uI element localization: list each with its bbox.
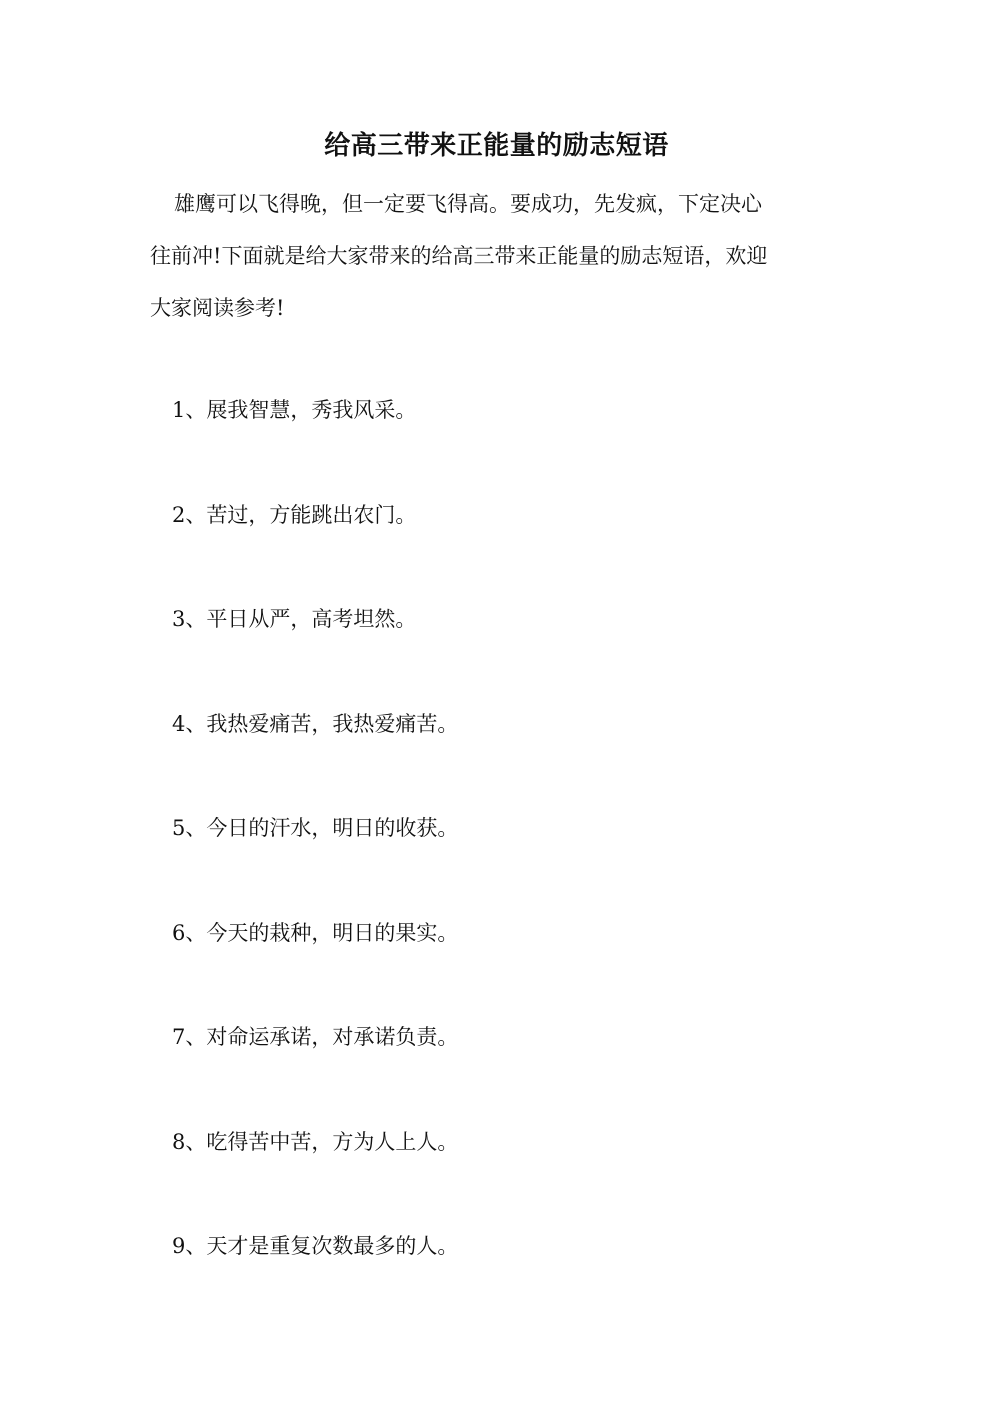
intro-line: 雄鹰可以飞得晚，但一定要飞得高。要成功，先发疯，下定决心 [174,192,762,216]
quote-item: 9、天才是重复次数最多的人。 [172,1234,459,1258]
quote-item: 1、展我智慧，秀我风采。 [172,398,417,422]
intro-line: 往前冲!下面就是给大家带来的给高三带来正能量的励志短语，欢迎 [150,244,768,268]
quote-list [172,384,458,1325]
quote-item: 3、平日从严，高考坦然。 [172,607,417,631]
document-title: 给高三带来正能量的励志短语 [324,131,669,161]
intro-paragraph [150,178,850,334]
quote-item: 2、苦过，方能跳出农门。 [172,502,417,527]
quote-item: 6、今天的栽种，明日的果实。 [172,920,459,945]
quote-item: 7、对命运承诺，对承诺负责。 [172,1025,459,1049]
quote-item: 5、今日的汗水，明日的收获。 [172,816,459,840]
intro-line: 大家阅读参考! [150,296,285,320]
quote-item: 8、吃得苦中苦，方为人上人。 [172,1129,459,1154]
quote-item: 4、我热爱痛苦，我热爱痛苦。 [172,711,459,736]
